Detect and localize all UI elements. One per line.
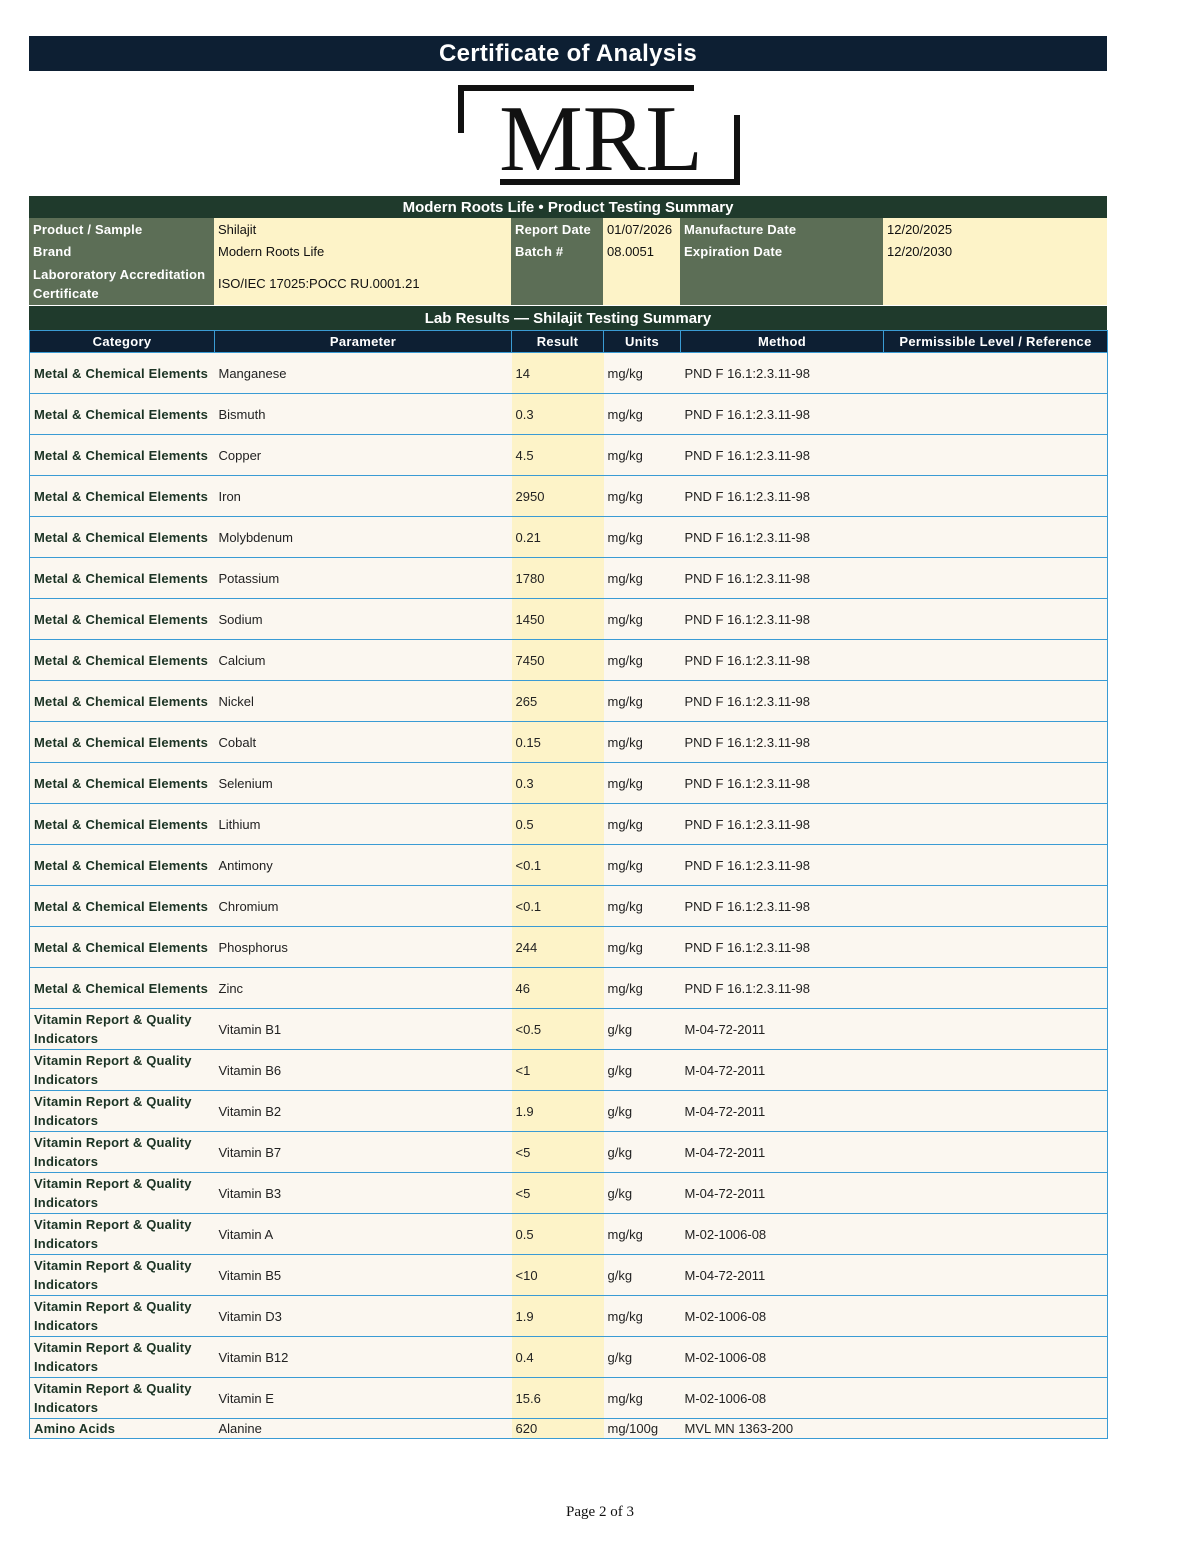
table-cell-method: PND F 16.1:2.3.11-98 <box>681 394 884 435</box>
table-row <box>30 1091 1108 1132</box>
table-cell-parameter: Iron <box>215 476 512 517</box>
table-cell-method: PND F 16.1:2.3.11-98 <box>681 517 884 558</box>
table-cell-result: 1.9 <box>512 1091 604 1132</box>
table-cell-parameter: Vitamin B3 <box>215 1173 512 1214</box>
table-cell-parameter: Vitamin B6 <box>215 1050 512 1091</box>
table-cell-reference <box>884 681 1108 722</box>
table-cell-reference <box>884 1132 1108 1173</box>
table-cell-result: 15.6 <box>512 1378 604 1419</box>
empty-value-cell <box>603 262 680 305</box>
table-cell-method: M-04-72-2011 <box>681 1132 884 1173</box>
table-cell-units: mg/kg <box>604 558 681 599</box>
table-cell-parameter: Potassium <box>215 558 512 599</box>
table-cell-category: Metal & Chemical Elements <box>30 558 215 599</box>
table-cell-method: PND F 16.1:2.3.11-98 <box>681 476 884 517</box>
table-cell-method: PND F 16.1:2.3.11-98 <box>681 599 884 640</box>
table-cell-result: 0.15 <box>512 722 604 763</box>
table-cell-category: Vitamin Report & Quality Indicators <box>30 1378 215 1419</box>
table-cell-result: 0.21 <box>512 517 604 558</box>
table-cell-method: PND F 16.1:2.3.11-98 <box>681 640 884 681</box>
table-cell-method: M-04-72-2011 <box>681 1173 884 1214</box>
product-value: Shilajit <box>214 218 511 240</box>
expiration-date-label: Expiration Date <box>680 240 883 262</box>
table-row <box>30 968 1108 1009</box>
table-cell-units: mg/kg <box>604 722 681 763</box>
table-cell-parameter: Vitamin D3 <box>215 1296 512 1337</box>
table-cell-category: Metal & Chemical Elements <box>30 804 215 845</box>
brand-label: Brand <box>29 240 214 262</box>
table-cell-parameter: Vitamin B12 <box>215 1337 512 1378</box>
expiration-date-value: 12/20/2030 <box>883 240 1107 262</box>
table-cell-reference <box>884 558 1108 599</box>
table-cell-category: Metal & Chemical Elements <box>30 394 215 435</box>
table-cell-reference <box>884 435 1108 476</box>
report-date-value: 01/07/2026 <box>603 218 680 240</box>
table-cell-method: M-02-1006-08 <box>681 1337 884 1378</box>
table-cell-units: mg/kg <box>604 681 681 722</box>
table-cell-method: M-02-1006-08 <box>681 1378 884 1419</box>
mrl-logo-graphic <box>455 84 745 188</box>
table-row <box>30 558 1108 599</box>
results-header-row <box>30 331 1108 353</box>
table-cell-reference <box>884 1296 1108 1337</box>
table-cell-units: mg/kg <box>604 1378 681 1419</box>
table-cell-result: 265 <box>512 681 604 722</box>
table-cell-reference <box>884 1173 1108 1214</box>
table-cell-reference <box>884 1378 1108 1419</box>
table-cell-parameter: Molybdenum <box>215 517 512 558</box>
table-cell-parameter: Vitamin B7 <box>215 1132 512 1173</box>
table-cell-parameter: Antimony <box>215 845 512 886</box>
table-cell-parameter: Calcium <box>215 640 512 681</box>
table-cell-result: 0.3 <box>512 763 604 804</box>
table-cell-units: mg/kg <box>604 476 681 517</box>
table-cell-reference <box>884 1419 1108 1439</box>
table-cell-parameter: Cobalt <box>215 722 512 763</box>
summary-section-title: Modern Roots Life • Product Testing Summary <box>29 196 1107 218</box>
table-cell-units: mg/kg <box>604 968 681 1009</box>
accreditation-label: Labororatory Accreditation Certificate <box>29 262 214 305</box>
table-cell-units: mg/kg <box>604 517 681 558</box>
table-cell-reference <box>884 1091 1108 1132</box>
table-cell-parameter: Selenium <box>215 763 512 804</box>
table-cell-method: PND F 16.1:2.3.11-98 <box>681 558 884 599</box>
table-cell-units: mg/kg <box>604 886 681 927</box>
table-cell-category: Metal & Chemical Elements <box>30 517 215 558</box>
table-cell-method: M-04-72-2011 <box>681 1050 884 1091</box>
table-cell-method: M-04-72-2011 <box>681 1255 884 1296</box>
table-cell-category: Vitamin Report & Quality Indicators <box>30 1091 215 1132</box>
table-row <box>30 1378 1108 1419</box>
table-row <box>30 927 1108 968</box>
table-row <box>30 1132 1108 1173</box>
table-cell-category: Amino Acids <box>30 1419 215 1439</box>
table-cell-parameter: Manganese <box>215 353 512 394</box>
report-date-label: Report Date <box>511 218 603 240</box>
results-section <box>29 306 1107 330</box>
table-cell-category: Metal & Chemical Elements <box>30 681 215 722</box>
document-title: Certificate of Analysis <box>29 36 1107 71</box>
table-cell-result: 0.5 <box>512 804 604 845</box>
table-cell-method: M-02-1006-08 <box>681 1214 884 1255</box>
table-cell-reference <box>884 927 1108 968</box>
table-cell-units: mg/kg <box>604 1296 681 1337</box>
table-cell-parameter: Bismuth <box>215 394 512 435</box>
results-body <box>30 353 1108 1439</box>
table-cell-reference <box>884 804 1108 845</box>
table-cell-parameter: Lithium <box>215 804 512 845</box>
table-row <box>30 1009 1108 1050</box>
table-cell-units: mg/kg <box>604 927 681 968</box>
table-cell-reference <box>884 1050 1108 1091</box>
table-cell-parameter: Vitamin A <box>215 1214 512 1255</box>
table-row <box>30 517 1108 558</box>
column-header-result: Result <box>512 331 604 353</box>
table-cell-parameter: Copper <box>215 435 512 476</box>
table-row <box>30 1296 1108 1337</box>
summary-grid <box>29 218 1107 305</box>
table-cell-parameter: Phosphorus <box>215 927 512 968</box>
product-label: Product / Sample <box>29 218 214 240</box>
accreditation-value: ISO/IEC 17025:POCC RU.0001.21 <box>214 262 511 305</box>
table-cell-units: mg/kg <box>604 353 681 394</box>
table-cell-method: PND F 16.1:2.3.11-98 <box>681 763 884 804</box>
table-cell-parameter: Nickel <box>215 681 512 722</box>
table-row <box>30 886 1108 927</box>
table-row <box>30 1173 1108 1214</box>
table-cell-reference <box>884 640 1108 681</box>
table-cell-result: 1780 <box>512 558 604 599</box>
table-cell-category: Metal & Chemical Elements <box>30 640 215 681</box>
column-header-parameter: Parameter <box>215 331 512 353</box>
table-cell-category: Vitamin Report & Quality Indicators <box>30 1337 215 1378</box>
table-cell-method: PND F 16.1:2.3.11-98 <box>681 681 884 722</box>
manufacture-date-label: Manufacture Date <box>680 218 883 240</box>
table-cell-method: PND F 16.1:2.3.11-98 <box>681 845 884 886</box>
table-cell-parameter: Alanine <box>215 1419 512 1439</box>
table-cell-category: Metal & Chemical Elements <box>30 927 215 968</box>
table-cell-parameter: Zinc <box>215 968 512 1009</box>
table-cell-category: Metal & Chemical Elements <box>30 722 215 763</box>
table-cell-method: PND F 16.1:2.3.11-98 <box>681 968 884 1009</box>
table-row <box>30 476 1108 517</box>
table-cell-units: mg/kg <box>604 435 681 476</box>
table-row <box>30 722 1108 763</box>
table-cell-reference <box>884 722 1108 763</box>
table-cell-units: mg/100g <box>604 1419 681 1439</box>
table-row <box>30 599 1108 640</box>
table-cell-reference <box>884 1214 1108 1255</box>
table-cell-reference <box>884 394 1108 435</box>
table-row <box>30 1050 1108 1091</box>
table-cell-units: g/kg <box>604 1091 681 1132</box>
table-cell-result: 14 <box>512 353 604 394</box>
product-summary <box>29 196 1107 305</box>
table-cell-category: Vitamin Report & Quality Indicators <box>30 1132 215 1173</box>
table-cell-result: <5 <box>512 1173 604 1214</box>
table-cell-parameter: Chromium <box>215 886 512 927</box>
table-cell-category: Metal & Chemical Elements <box>30 845 215 886</box>
table-row <box>30 763 1108 804</box>
manufacture-date-value: 12/20/2025 <box>883 218 1107 240</box>
table-cell-result: 1450 <box>512 599 604 640</box>
table-cell-units: g/kg <box>604 1255 681 1296</box>
table-cell-result: <1 <box>512 1050 604 1091</box>
table-cell-units: g/kg <box>604 1173 681 1214</box>
table-cell-parameter: Sodium <box>215 599 512 640</box>
table-cell-result: <10 <box>512 1255 604 1296</box>
table-cell-units: g/kg <box>604 1337 681 1378</box>
table-cell-method: M-04-72-2011 <box>681 1091 884 1132</box>
table-row <box>30 435 1108 476</box>
table-cell-units: mg/kg <box>604 804 681 845</box>
table-cell-result: 620 <box>512 1419 604 1439</box>
table-cell-category: Metal & Chemical Elements <box>30 599 215 640</box>
table-cell-units: mg/kg <box>604 394 681 435</box>
table-cell-parameter: Vitamin B5 <box>215 1255 512 1296</box>
table-cell-reference <box>884 763 1108 804</box>
empty-value-cell <box>883 262 1107 305</box>
table-row <box>30 1255 1108 1296</box>
table-cell-result: 0.5 <box>512 1214 604 1255</box>
table-cell-category: Vitamin Report & Quality Indicators <box>30 1296 215 1337</box>
table-row <box>30 804 1108 845</box>
empty-label-cell <box>680 262 883 305</box>
table-cell-result: 2950 <box>512 476 604 517</box>
table-cell-result: 1.9 <box>512 1296 604 1337</box>
table-cell-reference <box>884 1009 1108 1050</box>
table-cell-category: Vitamin Report & Quality Indicators <box>30 1173 215 1214</box>
table-cell-reference <box>884 517 1108 558</box>
table-cell-result: <5 <box>512 1132 604 1173</box>
results-section-title: Lab Results — Shilajit Testing Summary <box>29 306 1107 330</box>
table-cell-method: PND F 16.1:2.3.11-98 <box>681 722 884 763</box>
table-cell-category: Metal & Chemical Elements <box>30 435 215 476</box>
table-cell-method: PND F 16.1:2.3.11-98 <box>681 804 884 845</box>
table-cell-reference <box>884 968 1108 1009</box>
table-cell-result: <0.1 <box>512 845 604 886</box>
table-cell-result: 244 <box>512 927 604 968</box>
table-cell-category: Vitamin Report & Quality Indicators <box>30 1009 215 1050</box>
table-cell-method: MVL MN 1363-200 <box>681 1419 884 1439</box>
table-cell-parameter: Vitamin E <box>215 1378 512 1419</box>
table-cell-units: mg/kg <box>604 1214 681 1255</box>
table-cell-method: M-02-1006-08 <box>681 1296 884 1337</box>
table-cell-category: Metal & Chemical Elements <box>30 476 215 517</box>
logo-text: MRL <box>499 87 703 188</box>
table-cell-parameter: Vitamin B2 <box>215 1091 512 1132</box>
table-cell-result: 4.5 <box>512 435 604 476</box>
table-row <box>30 394 1108 435</box>
table-cell-reference <box>884 476 1108 517</box>
table-cell-units: g/kg <box>604 1050 681 1091</box>
table-row <box>30 640 1108 681</box>
table-cell-result: 7450 <box>512 640 604 681</box>
batch-value: 08.0051 <box>603 240 680 262</box>
table-cell-category: Vitamin Report & Quality Indicators <box>30 1050 215 1091</box>
batch-label: Batch # <box>511 240 603 262</box>
table-cell-method: PND F 16.1:2.3.11-98 <box>681 353 884 394</box>
table-cell-units: g/kg <box>604 1009 681 1050</box>
table-cell-method: PND F 16.1:2.3.11-98 <box>681 927 884 968</box>
column-header-method: Method <box>681 331 884 353</box>
table-cell-result: 0.4 <box>512 1337 604 1378</box>
page-number: Page 2 of 3 <box>566 1504 634 1520</box>
table-cell-category: Metal & Chemical Elements <box>30 968 215 1009</box>
table-cell-reference <box>884 1255 1108 1296</box>
empty-label-cell <box>511 262 603 305</box>
table-cell-result: <0.5 <box>512 1009 604 1050</box>
table-row <box>30 1419 1108 1439</box>
table-cell-method: M-04-72-2011 <box>681 1009 884 1050</box>
table-row <box>30 353 1108 394</box>
column-header-units: Units <box>604 331 681 353</box>
table-cell-category: Metal & Chemical Elements <box>30 886 215 927</box>
table-cell-category: Vitamin Report & Quality Indicators <box>30 1214 215 1255</box>
table-cell-category: Vitamin Report & Quality Indicators <box>30 1255 215 1296</box>
brand-value: Modern Roots Life <box>214 240 511 262</box>
table-cell-reference <box>884 353 1108 394</box>
table-cell-units: g/kg <box>604 1132 681 1173</box>
table-cell-reference <box>884 599 1108 640</box>
table-cell-units: mg/kg <box>604 845 681 886</box>
table-row <box>30 1214 1108 1255</box>
column-header-category: Category <box>30 331 215 353</box>
table-row <box>30 845 1108 886</box>
table-row <box>30 1337 1108 1378</box>
column-header-reference: Permissible Level / Reference <box>884 331 1108 353</box>
table-cell-result: <0.1 <box>512 886 604 927</box>
table-cell-method: PND F 16.1:2.3.11-98 <box>681 435 884 476</box>
table-cell-reference <box>884 845 1108 886</box>
table-cell-units: mg/kg <box>604 640 681 681</box>
table-cell-category: Metal & Chemical Elements <box>30 763 215 804</box>
table-cell-reference <box>884 1337 1108 1378</box>
table-cell-method: PND F 16.1:2.3.11-98 <box>681 886 884 927</box>
table-cell-category: Metal & Chemical Elements <box>30 353 215 394</box>
table-cell-parameter: Vitamin B1 <box>215 1009 512 1050</box>
table-cell-reference <box>884 886 1108 927</box>
table-cell-units: mg/kg <box>604 599 681 640</box>
table-cell-units: mg/kg <box>604 763 681 804</box>
mrl-logo <box>455 84 745 188</box>
results-table <box>29 330 1108 1439</box>
table-cell-result: 46 <box>512 968 604 1009</box>
table-row <box>30 681 1108 722</box>
table-cell-result: 0.3 <box>512 394 604 435</box>
